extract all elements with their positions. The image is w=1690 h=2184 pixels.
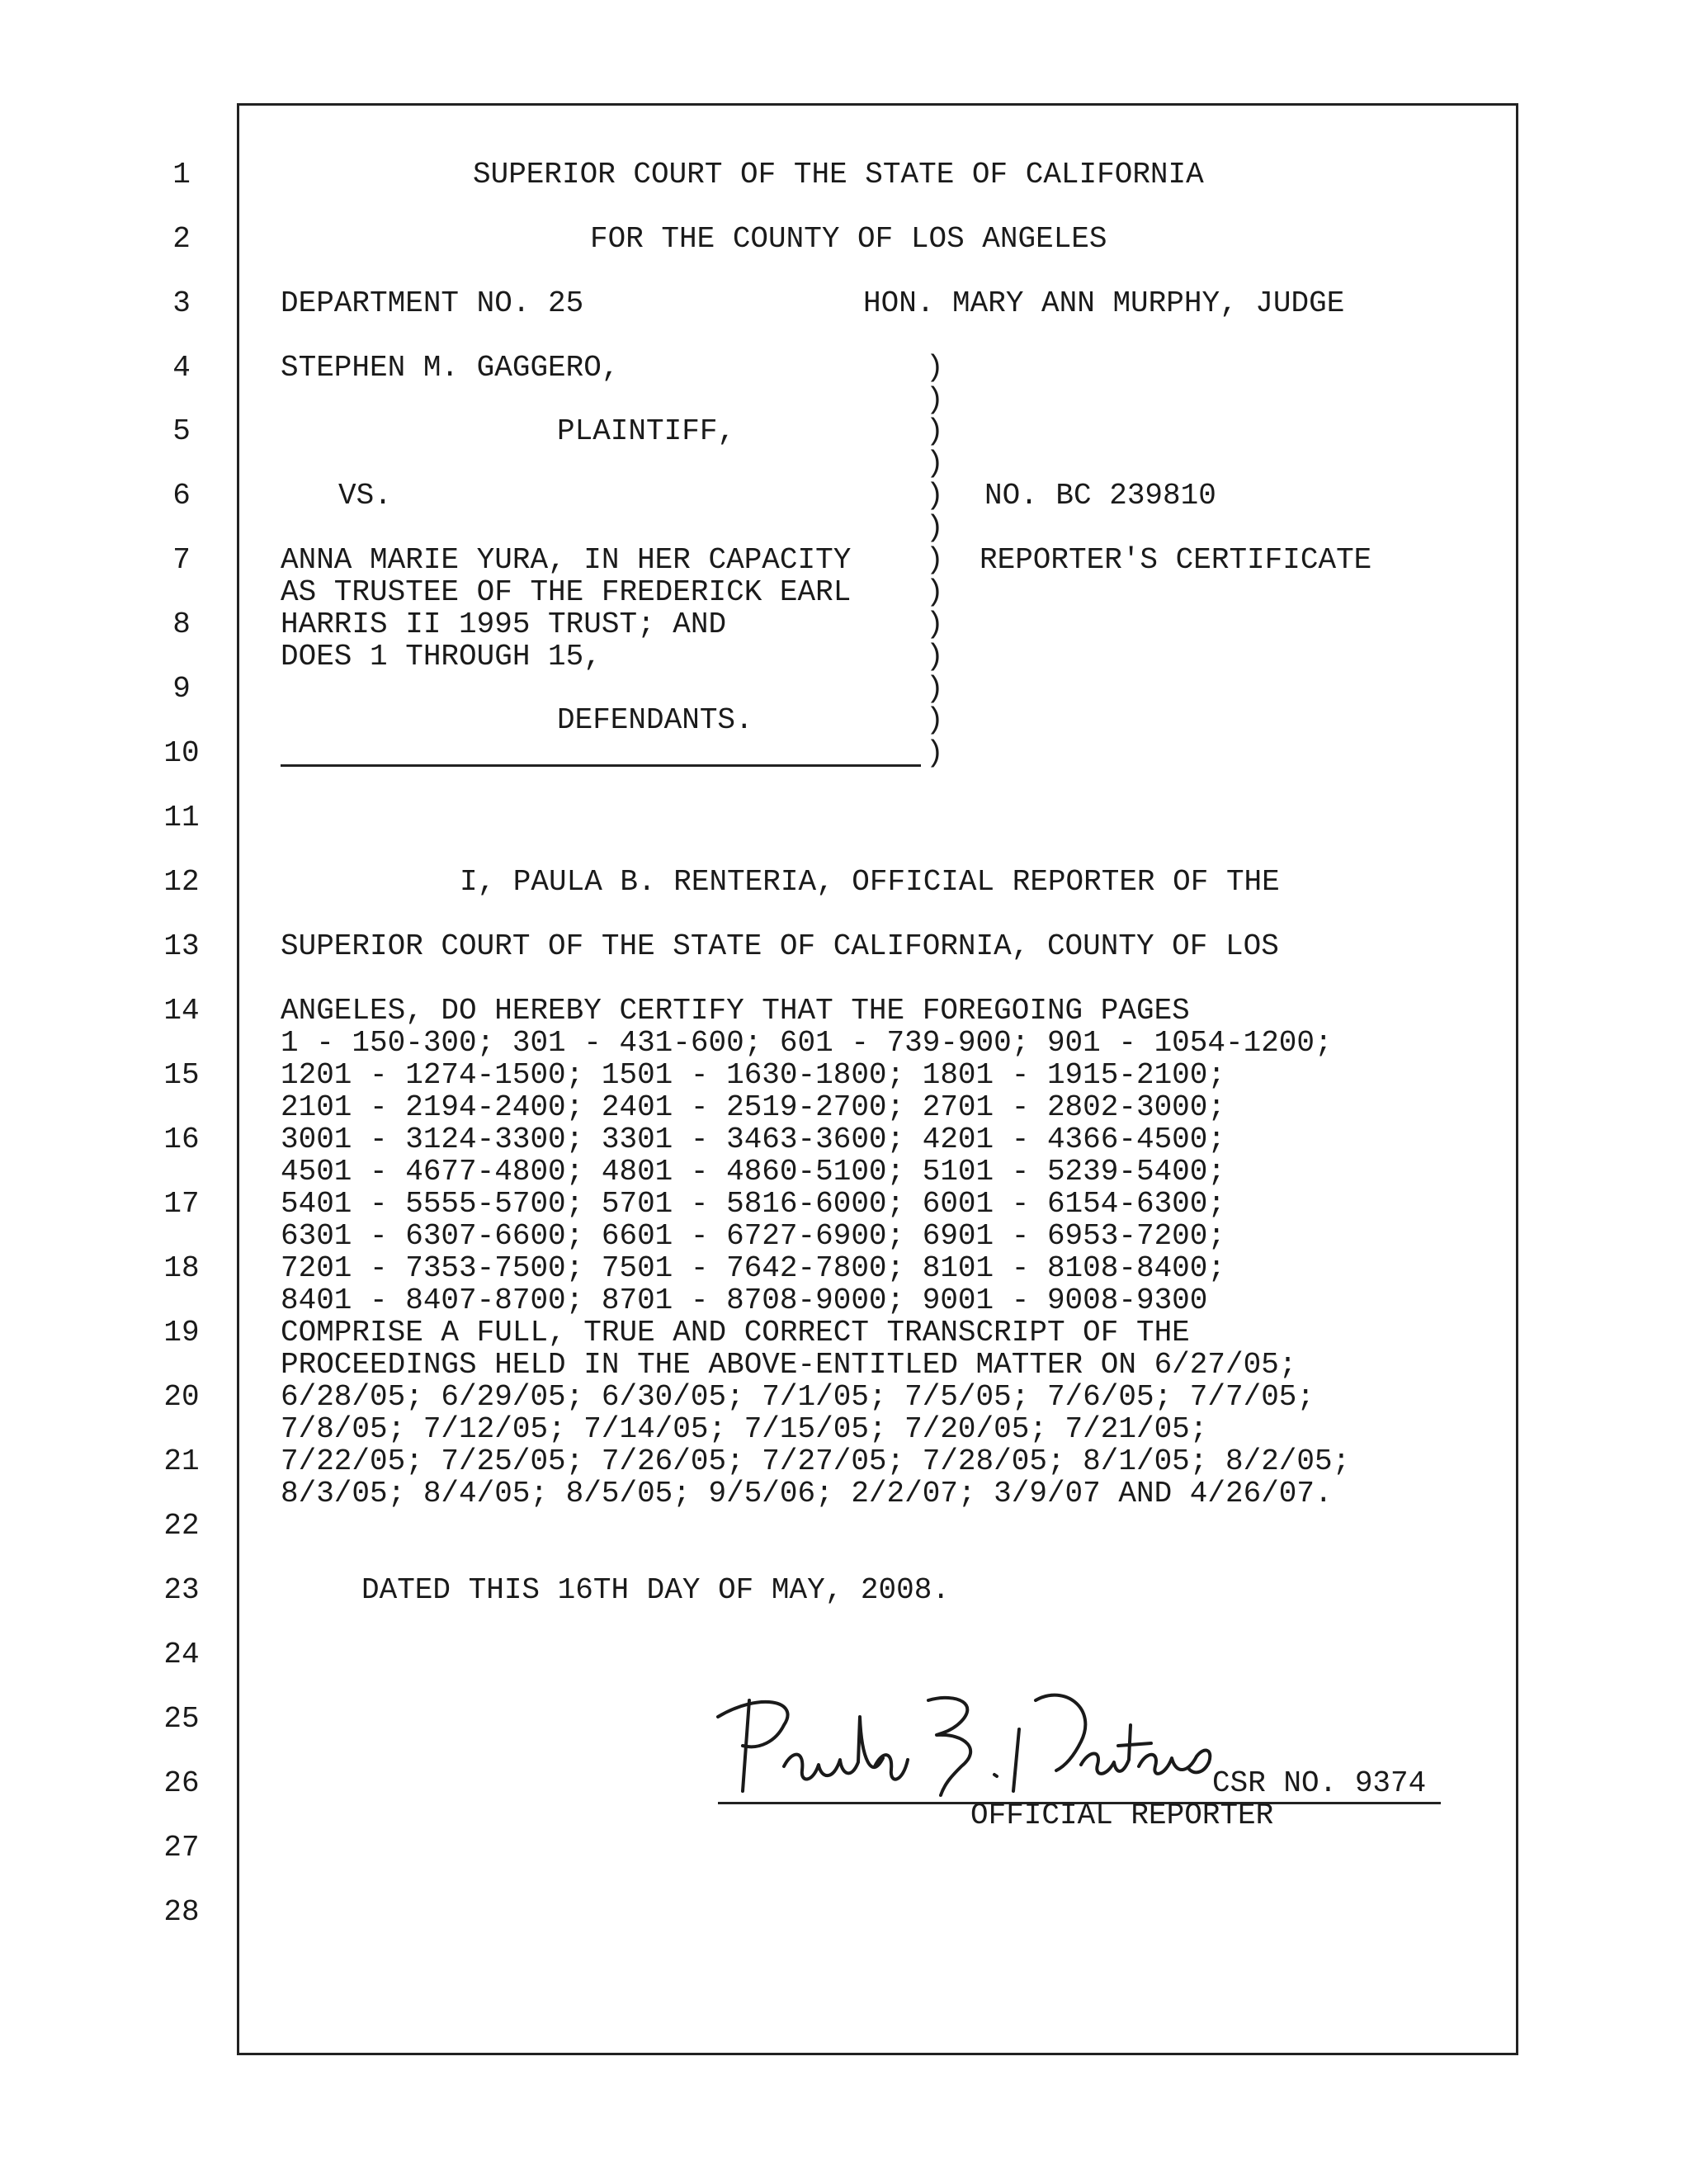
paren: ) xyxy=(926,672,944,706)
certificate-line: 7201 - 7353-7500; 7501 - 7642-7800; 8101 - 8108-8400; xyxy=(281,1251,1225,1285)
paren: ) xyxy=(926,383,944,417)
certificate-line: 8/3/05; 8/4/05; 8/5/05; 9/5/06; 2/2/07; 3/9/07 AND 4/26/07. xyxy=(281,1477,1333,1510)
defendant-line: DOES 1 THROUGH 15, xyxy=(281,640,602,674)
line-number: 26 xyxy=(163,1766,200,1800)
certificate-line: 5401 - 5555-5700; 5701 - 5816-6000; 6001 - 6154-6300; xyxy=(281,1187,1225,1221)
paren: ) xyxy=(926,736,944,770)
certificate-line: 7/22/05; 7/25/05; 7/26/05; 7/27/05; 7/28/05; 8/1/05; 8/2/05; xyxy=(281,1444,1351,1478)
line-number: 5 xyxy=(172,414,191,448)
certificate-line: 7/8/05; 7/12/05; 7/14/05; 7/15/05; 7/20/05; 7/21/05; xyxy=(281,1412,1208,1446)
caption-underline xyxy=(281,764,921,767)
line-number: 23 xyxy=(163,1573,200,1607)
paren: ) xyxy=(926,447,944,480)
line-number: 24 xyxy=(163,1638,200,1671)
line-number: 1 xyxy=(172,158,191,191)
line-number: 17 xyxy=(163,1187,200,1221)
line-number: 11 xyxy=(163,801,200,834)
certificate-line: SUPERIOR COURT OF THE STATE OF CALIFORNIA, COUNTY OF LOS xyxy=(281,929,1279,963)
paren: ) xyxy=(926,511,944,545)
line-number: 20 xyxy=(163,1380,200,1414)
certificate-line: 2101 - 2194-2400; 2401 - 2519-2700; 2701 - 2802-3000; xyxy=(281,1090,1225,1124)
department-number: DEPARTMENT NO. 25 xyxy=(281,286,584,320)
defendants-label: DEFENDANTS. xyxy=(557,703,753,737)
line-number: 3 xyxy=(172,286,191,320)
certificate-line: 6/28/05; 6/29/05; 6/30/05; 7/1/05; 7/5/05; 7/6/05; 7/7/05; xyxy=(281,1380,1315,1414)
certificate-line: 3001 - 3124-3300; 3301 - 3463-3600; 4201 - 4366-4500; xyxy=(281,1123,1225,1156)
defendant-line: ANNA MARIE YURA, IN HER CAPACITY xyxy=(281,543,852,577)
paren: ) xyxy=(926,703,944,737)
line-number: 25 xyxy=(163,1702,200,1736)
line-number: 18 xyxy=(163,1251,200,1285)
certificate-line: 4501 - 4677-4800; 4801 - 4860-5100; 5101 - 5239-5400; xyxy=(281,1155,1225,1189)
paren: ) xyxy=(926,575,944,609)
judge-name: HON. MARY ANN MURPHY, JUDGE xyxy=(863,286,1345,320)
court-heading: SUPERIOR COURT OF THE STATE OF CALIFORNIA xyxy=(473,158,1204,191)
dated-line: DATED THIS 16TH DAY OF MAY, 2008. xyxy=(361,1573,950,1607)
document-title: REPORTER'S CERTIFICATE xyxy=(980,543,1372,577)
case-number: NO. BC 239810 xyxy=(984,479,1216,513)
plaintiff-label: PLAINTIFF, xyxy=(557,414,736,448)
line-number: 22 xyxy=(163,1509,200,1543)
defendant-line: AS TRUSTEE OF THE FREDERICK EARL xyxy=(281,575,852,609)
line-number: 13 xyxy=(163,929,200,963)
line-number: 2 xyxy=(172,222,191,256)
line-number: 4 xyxy=(172,351,191,385)
plaintiff-name: STEPHEN M. GAGGERO, xyxy=(281,351,620,385)
certificate-line: I, PAULA B. RENTERIA, OFFICIAL REPORTER OF THE xyxy=(460,865,1280,899)
certificate-line: 8401 - 8407-8700; 8701 - 8708-9000; 9001 - 9008-9300 xyxy=(281,1283,1208,1317)
versus-label: VS. xyxy=(338,479,392,513)
defendant-line: HARRIS II 1995 TRUST; AND xyxy=(281,607,727,641)
line-number: 9 xyxy=(172,672,191,706)
line-number: 10 xyxy=(163,736,200,770)
line-number: 28 xyxy=(163,1895,200,1929)
county-heading: FOR THE COUNTY OF LOS ANGELES xyxy=(590,222,1107,256)
line-number: 12 xyxy=(163,865,200,899)
paren: ) xyxy=(926,607,944,641)
paren: ) xyxy=(926,351,944,385)
line-number: 19 xyxy=(163,1316,200,1350)
line-number: 14 xyxy=(163,994,200,1028)
csr-number: CSR NO. 9374 xyxy=(1212,1766,1427,1800)
paren: ) xyxy=(926,414,944,448)
certificate-line: ANGELES, DO HEREBY CERTIFY THAT THE FOREGOING PAGES xyxy=(281,994,1190,1028)
line-number: 6 xyxy=(172,479,191,513)
paren: ) xyxy=(926,543,944,577)
paren: ) xyxy=(926,479,944,513)
line-number: 16 xyxy=(163,1123,200,1156)
reporter-title: OFFICIAL REPORTER xyxy=(970,1799,1274,1832)
reporter-signature xyxy=(710,1667,1221,1799)
line-number: 27 xyxy=(163,1831,200,1865)
line-number: 8 xyxy=(172,607,191,641)
certificate-line: 6301 - 6307-6600; 6601 - 6727-6900; 6901 - 6953-7200; xyxy=(281,1219,1225,1253)
paren: ) xyxy=(926,640,944,674)
line-number: 15 xyxy=(163,1058,200,1092)
line-number: 21 xyxy=(163,1444,200,1478)
certificate-line: PROCEEDINGS HELD IN THE ABOVE-ENTITLED MATTER ON 6/27/05; xyxy=(281,1348,1297,1382)
certificate-line: 1201 - 1274-1500; 1501 - 1630-1800; 1801 - 1915-2100; xyxy=(281,1058,1225,1092)
certificate-line: 1 - 150-300; 301 - 431-600; 601 - 739-900; 901 - 1054-1200; xyxy=(281,1026,1333,1060)
certificate-line: COMPRISE A FULL, TRUE AND CORRECT TRANSCRIPT OF THE xyxy=(281,1316,1190,1350)
line-number: 7 xyxy=(172,543,191,577)
